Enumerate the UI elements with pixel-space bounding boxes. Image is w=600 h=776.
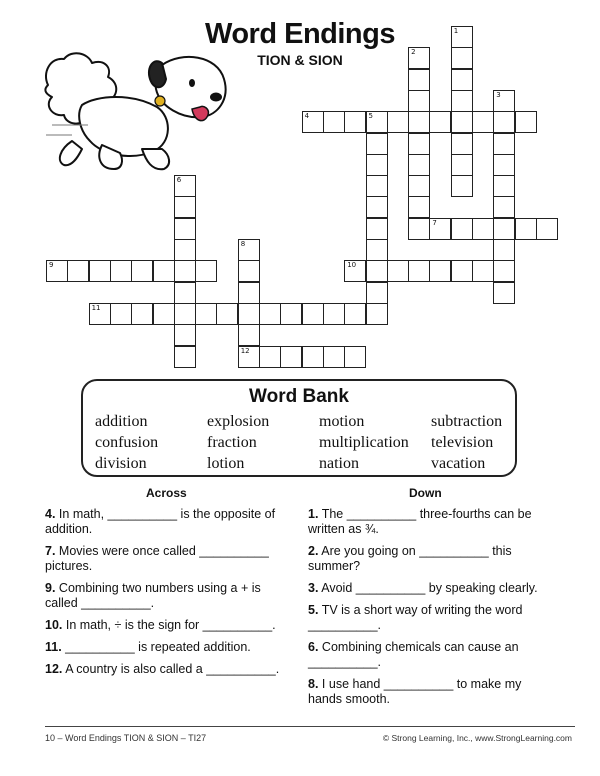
word-bank-word: motion — [319, 413, 365, 430]
crossword-cell[interactable] — [174, 324, 196, 346]
crossword-cell[interactable] — [451, 111, 473, 133]
crossword-cell[interactable] — [238, 346, 260, 368]
crossword-cell[interactable] — [131, 303, 153, 325]
clue-text: I use hand __________ to make my hands smooth. — [308, 677, 522, 706]
crossword-cell[interactable] — [216, 303, 238, 325]
crossword-cell[interactable] — [472, 218, 494, 240]
clue-number: 12. — [45, 662, 63, 676]
clue-number-label: 9 — [49, 261, 54, 270]
crossword-cell[interactable] — [472, 260, 494, 282]
clue-across-12 — [45, 662, 295, 677]
crossword-cell[interactable] — [493, 175, 515, 197]
clue-number: 9. — [45, 581, 56, 595]
word-bank — [81, 379, 517, 477]
crossword-cell[interactable] — [451, 154, 473, 176]
crossword-cell[interactable] — [366, 133, 388, 155]
dog-illustration — [42, 45, 232, 180]
crossword-cell[interactable] — [366, 218, 388, 240]
clue-number: 7. — [45, 544, 56, 558]
crossword-cell[interactable] — [302, 303, 324, 325]
clue-number-label: 2 — [411, 48, 416, 57]
clue-down-6 — [308, 640, 558, 670]
crossword-cell[interactable] — [153, 260, 175, 282]
clue-number-label: 7 — [432, 218, 437, 227]
crossword-cell[interactable] — [344, 346, 366, 368]
clue-down-8 — [308, 677, 558, 707]
crossword-cell[interactable] — [110, 303, 132, 325]
clue-number: 8. — [308, 677, 319, 691]
clue-number-label: 8 — [240, 240, 246, 248]
crossword-cell[interactable] — [515, 218, 537, 240]
word-bank-word: vacation — [431, 455, 486, 472]
crossword-cell[interactable] — [493, 218, 515, 240]
clue-text: The __________ three-fourths can be written as ¾. — [308, 507, 532, 536]
clue-number: 10. — [45, 618, 63, 632]
crossword-cell[interactable] — [280, 346, 302, 368]
clue-number: 11. — [45, 640, 62, 654]
clue-down-2 — [308, 544, 558, 574]
down-heading: Down — [409, 486, 442, 500]
crossword-cell[interactable] — [408, 196, 430, 218]
crossword-cell[interactable] — [408, 69, 430, 91]
clue-number-label: 11 — [91, 303, 101, 312]
crossword-cell[interactable] — [451, 69, 473, 91]
crossword-cell[interactable] — [493, 196, 515, 218]
footer-divider — [45, 726, 575, 727]
crossword-cell[interactable] — [493, 282, 515, 304]
crossword-cell[interactable] — [195, 260, 217, 282]
crossword-cell[interactable] — [89, 260, 111, 282]
crossword-cell[interactable] — [174, 218, 196, 240]
crossword-cell[interactable] — [408, 260, 430, 282]
crossword-cell[interactable] — [302, 111, 324, 133]
crossword-cell[interactable] — [366, 282, 388, 304]
crossword-cell[interactable] — [493, 90, 515, 112]
crossword-cell[interactable] — [408, 111, 430, 133]
crossword-cell[interactable] — [429, 218, 451, 240]
word-bank-word: television — [431, 434, 494, 451]
clue-text: TV is a short way of writing the word __________. — [308, 603, 523, 632]
word-bank-word: nation — [319, 455, 359, 472]
crossword-cell[interactable] — [451, 175, 473, 197]
word-bank-word: lotion — [207, 455, 245, 472]
crossword-cell[interactable] — [238, 282, 260, 304]
crossword-cell[interactable] — [472, 111, 494, 133]
crossword-cell[interactable] — [259, 346, 281, 368]
clue-text: In math, ÷ is the sign for __________. — [65, 618, 276, 632]
crossword-cell[interactable] — [451, 260, 473, 282]
crossword-cell[interactable] — [67, 260, 89, 282]
crossword-cell[interactable] — [366, 175, 388, 197]
crossword-cell[interactable] — [131, 260, 153, 282]
clue-text: Avoid __________ by speaking clearly. — [321, 581, 538, 595]
clue-across-4 — [45, 507, 295, 537]
crossword-cell[interactable] — [344, 111, 366, 133]
crossword-cell[interactable] — [451, 26, 473, 48]
crossword-cell[interactable] — [238, 260, 260, 282]
crossword-cell[interactable] — [174, 196, 196, 218]
crossword-cell[interactable] — [493, 154, 515, 176]
crossword-cell[interactable] — [451, 218, 473, 240]
clue-number: 1. — [308, 507, 319, 521]
word-bank-word: addition — [95, 413, 148, 430]
clue-text: Are you going on __________ this summer? — [308, 544, 512, 573]
crossword-cell[interactable] — [323, 346, 345, 368]
clue-down-3 — [308, 581, 558, 596]
crossword-cell[interactable] — [493, 239, 515, 261]
across-heading: Across — [146, 486, 187, 500]
clue-number-label: 6 — [176, 176, 182, 185]
crossword-cell[interactable] — [259, 303, 281, 325]
crossword-cell[interactable] — [174, 282, 196, 304]
crossword-cell[interactable] — [408, 90, 430, 112]
word-bank-word: explosion — [207, 413, 270, 430]
across-clues — [45, 507, 295, 684]
crossword-cell[interactable] — [366, 111, 388, 133]
crossword-cell[interactable] — [302, 346, 324, 368]
crossword-cell[interactable] — [408, 154, 430, 176]
clue-across-10 — [45, 618, 295, 633]
crossword-cell[interactable] — [280, 303, 302, 325]
clue-text: Movies were once called __________ pictures. — [45, 544, 269, 573]
footer-copyright: © Strong Learning, Inc., www.StrongLearning.com — [382, 733, 572, 743]
word-bank-title: Word Bank — [249, 386, 349, 407]
crossword-cell[interactable] — [366, 260, 388, 282]
crossword-cell[interactable] — [366, 239, 388, 261]
word-bank-word: division — [95, 455, 147, 472]
crossword-cell[interactable] — [451, 47, 473, 69]
page-subtitle: TION & SION — [257, 52, 343, 68]
clue-text: __________ is repeated addition. — [65, 640, 251, 654]
crossword-cell[interactable] — [89, 303, 111, 325]
crossword-cell[interactable] — [387, 111, 409, 133]
clue-number: 6. — [308, 640, 319, 654]
clue-number-label: 4 — [304, 112, 310, 121]
word-bank-list — [95, 412, 515, 474]
crossword-cell[interactable] — [408, 218, 430, 240]
word-bank-word: multiplication — [319, 434, 409, 451]
word-bank-word: fraction — [207, 434, 257, 451]
crossword-cell[interactable] — [174, 303, 196, 325]
clue-text: A country is also called a __________. — [65, 662, 280, 676]
clue-number: 4. — [45, 507, 56, 521]
clue-across-7 — [45, 544, 295, 574]
crossword-cell[interactable] — [493, 260, 515, 282]
clue-number: 5. — [308, 603, 319, 617]
crossword-cell[interactable] — [451, 133, 473, 155]
page-title: Word Endings — [204, 18, 395, 50]
crossword-cell[interactable] — [408, 133, 430, 155]
clue-number-label: 3 — [496, 90, 501, 99]
crossword-cell[interactable] — [344, 303, 366, 325]
crossword-cell[interactable] — [451, 90, 473, 112]
crossword-cell[interactable] — [153, 303, 175, 325]
clue-across-9 — [45, 581, 295, 611]
crossword-cell[interactable] — [323, 303, 345, 325]
clue-text: In math, __________ is the opposite of addition. — [45, 507, 276, 536]
footer-page-label: 10 – Word Endings TION & SION – TI27 — [45, 733, 207, 743]
crossword-cell[interactable] — [174, 175, 196, 197]
crossword-cell[interactable] — [408, 175, 430, 197]
crossword-cell[interactable] — [429, 260, 451, 282]
crossword-cell[interactable] — [493, 133, 515, 155]
crossword-cell[interactable] — [387, 260, 409, 282]
crossword-cell[interactable] — [366, 154, 388, 176]
crossword-cell[interactable] — [238, 324, 260, 346]
crossword-cell[interactable] — [195, 303, 217, 325]
clue-down-5 — [308, 603, 558, 633]
down-clues — [308, 507, 558, 714]
clue-text: Combining two numbers using a + is called __________. — [45, 581, 261, 610]
word-bank-word: subtraction — [431, 413, 503, 430]
crossword-cell[interactable] — [174, 239, 196, 261]
crossword-cell[interactable] — [110, 260, 132, 282]
crossword-cell[interactable] — [515, 111, 537, 133]
clue-down-1 — [308, 507, 558, 537]
clue-number: 2. — [308, 544, 319, 558]
crossword-cell[interactable] — [344, 260, 366, 282]
crossword-cell[interactable] — [366, 303, 388, 325]
crossword-cell[interactable] — [174, 346, 196, 368]
crossword-cell[interactable] — [46, 260, 68, 282]
crossword-cell[interactable] — [238, 239, 260, 261]
clue-across-11 — [45, 640, 295, 655]
clue-number-label: 1 — [453, 27, 459, 35]
crossword-cell[interactable] — [238, 303, 260, 325]
crossword-cell[interactable] — [174, 260, 196, 282]
clue-number-label: 10 — [347, 261, 357, 270]
crossword-cell[interactable] — [536, 218, 558, 240]
word-bank-word: confusion — [95, 434, 159, 451]
crossword-cell[interactable] — [323, 111, 345, 133]
clue-text: Combining chemicals can cause an __________. — [308, 640, 519, 669]
crossword-cell[interactable] — [366, 196, 388, 218]
clue-number-label: 5 — [368, 112, 373, 121]
crossword-cell[interactable] — [493, 111, 515, 133]
clue-number: 3. — [308, 581, 319, 595]
crossword-cell[interactable] — [408, 47, 430, 69]
clue-number-label: 12 — [240, 346, 250, 355]
crossword-cell[interactable] — [429, 111, 451, 133]
